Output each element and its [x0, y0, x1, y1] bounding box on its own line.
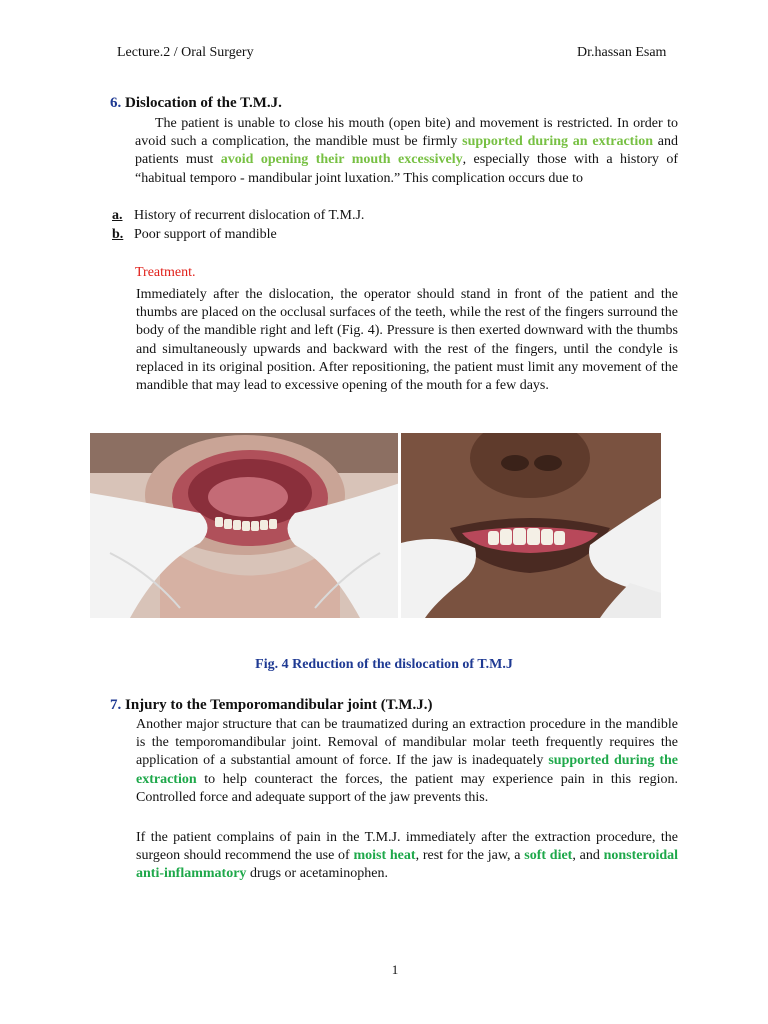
page-number: 1: [391, 962, 399, 977]
text-run: If the patient complains of pain in the T.M.J. immediately after the extraction procedure, the surgeon should recommend the use of: [136, 830, 678, 864]
text-run: drugs or acetaminophen.: [246, 866, 388, 882]
text-run: , rest for the jaw, a: [415, 848, 525, 864]
highlight-soft-diet: soft diet: [524, 848, 573, 864]
header-author: Dr.hassan Esam: [577, 45, 667, 60]
text-run: , and: [572, 848, 604, 864]
highlight-supported-extraction: supported during an extraction: [462, 134, 654, 150]
list-text-b: Poor support of mandible: [134, 227, 277, 242]
section-6-number: 6.: [110, 95, 122, 111]
text-run: The patient is unable to close his mouth (open bite) and movement is restricted. In order to avoid such a complication, the mandible must be firmly: [135, 116, 678, 150]
highlight-nsaid: nonsteroidal anti-inflammatory: [136, 848, 679, 882]
right-photo-panel: [401, 433, 661, 618]
text-run: Another major structure that can be traumatized during an extraction procedure in the mandible is the temporomandibular joint. Removal of mandibular molar teeth frequently requires the application of a substantial amount of force. If the jaw is inadequately: [136, 717, 678, 769]
highlight-avoid-opening: avoid opening their mouth excessively: [220, 152, 463, 168]
section-7-paragraph-1: [136, 716, 678, 807]
header-lecture-title: Lecture.2 / Oral Surgery: [117, 45, 254, 60]
highlight-moist-heat: moist heat: [353, 848, 416, 864]
section-6-paragraph: [135, 115, 678, 188]
list-marker-b: b.: [112, 227, 124, 242]
section-7-title: Injury to the Temporomandibular joint (T.M.J.): [125, 697, 433, 713]
treatment-heading: Treatment.: [135, 265, 196, 280]
highlight-supported-during-extraction: supported during the extraction: [136, 753, 678, 787]
list-item-a: [112, 208, 364, 224]
list-marker-a: a.: [112, 208, 123, 223]
text-run: and patients must: [135, 134, 678, 168]
figure-4-photo: [90, 433, 661, 618]
left-photo-panel: [90, 433, 400, 618]
section-7-heading: [110, 697, 433, 714]
figure-caption: Fig. 4 Reduction of the dislocation of T.M.J: [255, 657, 513, 672]
text-run: to help counteract the forces, the patient may experience pain in this region. Controlled force and adequate support of the jaw prevents this.: [136, 771, 678, 805]
treatment-paragraph: Immediately after the dislocation, the operator should stand in front of the patient and the thumbs are placed on the occlusal surfaces of the teeth, while the rest of the fingers surround the body of the mandible right and left (Fig. 4). Pressure is then exerted downward with the thumbs and simultaneously upwards and backward with the rest of the fingers, until the condyle is replaced in its original position. After repositioning, the patient must limit any movement of the mandible that may lead to excessive opening of the mouth for a few days.: [136, 287, 678, 394]
section-7-paragraph-2: [136, 829, 678, 884]
section-6-heading: [110, 95, 282, 112]
list-item-b: [112, 227, 277, 243]
list-text-a: History of recurrent dislocation of T.M.J.: [134, 208, 365, 223]
text-run: , especially those with a history of “habitual temporo - mandibular joint luxation.” This complication occurs due to: [135, 152, 679, 186]
section-7-number: 7.: [110, 697, 122, 713]
section-6-title: Dislocation of the T.M.J.: [125, 95, 282, 111]
